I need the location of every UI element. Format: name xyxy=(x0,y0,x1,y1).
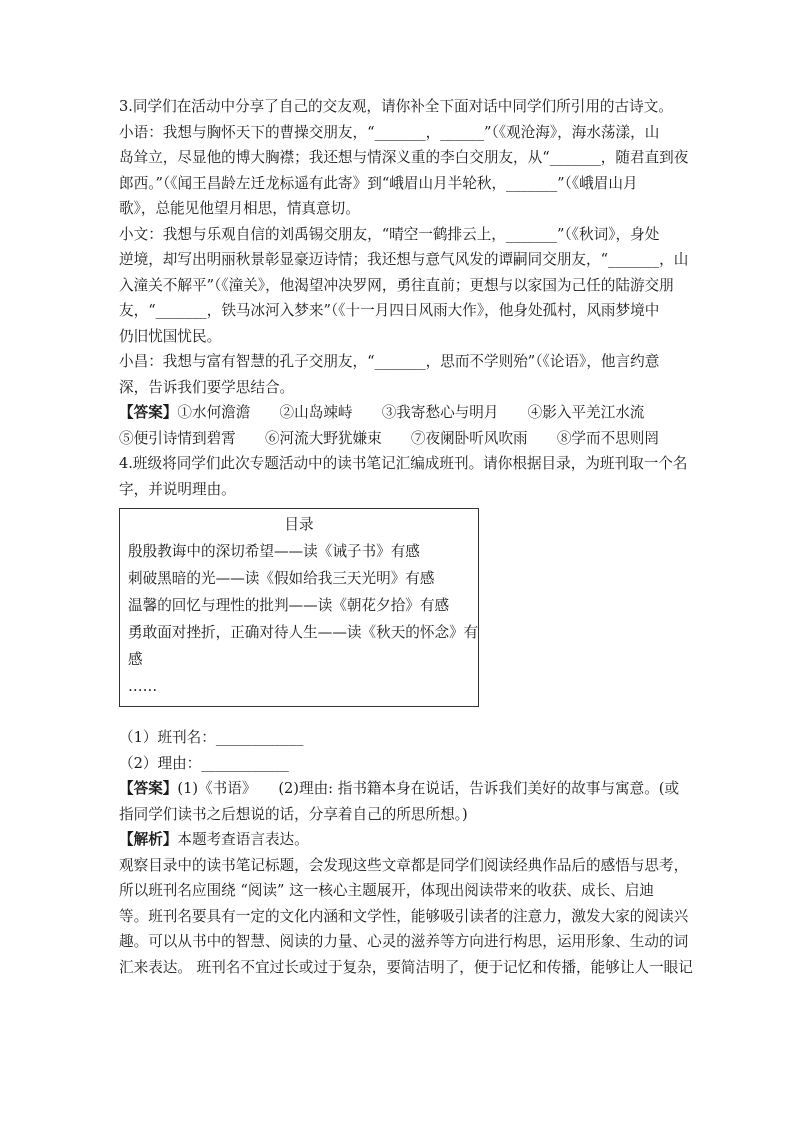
xiaochang-line: 深，告诉我们要学思结合。 xyxy=(119,378,295,396)
xiaowen-line: 友，“_______，铁马冰河入梦来”（《十一月四日风雨大作》，他身处孤村，风雨梦境中 xyxy=(119,302,660,319)
toc-item: 殷殷教诲中的深切希望——读《诫子书》有感 xyxy=(128,543,420,560)
analysis-line: 等。班刊名要具有一定的文化内涵和文学性，能够吸引读者的注意力，激发大家的阅读兴 xyxy=(119,907,689,925)
xiaochang-line: 小昌：我想与富有智慧的孔子交朋友，“_______，思而不学则殆”（《论语》，他言约意 xyxy=(119,353,660,370)
xiaoyu-line: 岛耸立，尽显他的博大胸襟；我还想与情深义重的李白交朋友，从“_______，随君直到夜 xyxy=(119,149,689,166)
answer-label: 【答案】 xyxy=(119,780,178,797)
toc-item: 感 xyxy=(128,651,143,668)
sub-question-1: （1）班刊名：____________ xyxy=(119,729,304,746)
q4-stem: 字，并说明理由。 xyxy=(119,480,236,498)
toc-item: 刺破黑暗的光——读《假如给我三天光明》有感 xyxy=(128,570,435,587)
answers-text: ①水何澹澹 ②山岛竦峙 ③我寄愁心与明月 ④影入平羌江水流 xyxy=(177,404,645,421)
xiaowen-line: 仍旧忧国忧民。 xyxy=(119,327,222,345)
analysis-line: 趣。可以从书中的智慧、阅读的力量、心灵的滋养等方向进行构思，运用形象、生动的词 xyxy=(119,933,689,950)
xiaoyu-line: 歌》，总能见他望月相思，情真意切。 xyxy=(119,200,360,217)
toc-item: 勇敢面对挫折，正确对待人生——读《秋天的怀念》有 xyxy=(128,624,479,641)
document-content xyxy=(119,94,693,980)
analysis-line: 所以班刊名应围绕 “阅读” 这一核心主题展开，体现出阅读带来的收获、成长、启迪 xyxy=(119,882,654,899)
answer-text: (1)《书语》 (2)理由: 指书籍本身在说话，告诉我们美好的故事与寓意。(或 xyxy=(177,780,680,797)
sub-question-2: （2）理由：____________ xyxy=(119,754,289,772)
analysis-head-line xyxy=(119,827,681,853)
xiaoyu-line: 郎西。”（《闻王昌龄左迁龙标遥有此寄》到“峨眉山月半轮秋，_______”（《峨眉山月 xyxy=(119,174,638,192)
analysis-line: 观察目录中的读书笔记标题，会发现这些文章都是同学们阅读经典作品后的感悟与思考， xyxy=(119,856,689,874)
toc-title: 目录 xyxy=(284,516,314,533)
q4-stem: 4.班级将同学们此次专题活动中的读书笔记汇编成班刊。请你根据目录，为班刊取一个名 xyxy=(119,455,688,472)
analysis-line: 汇来表达。 班刊名不宜过长或过于复杂，要简洁明了，便于记忆和传播，能够让人一眼记 xyxy=(119,958,693,976)
toc-item: …… xyxy=(128,678,158,695)
toc-item: 温馨的回忆与理性的批判——读《朝花夕拾》有感 xyxy=(128,597,450,614)
analysis-head: 本题考查语言表达。 xyxy=(177,831,309,848)
xiaowen-line: 入潼关不解平”（《潼关》，他渴望冲决罗网，勇往直前；更想与以家国为己任的陆游交朋 xyxy=(119,276,674,294)
q3-stem: 3.同学们在活动中分享了自己的交友观，请你补全下面对话中同学们所引用的古诗文。 xyxy=(119,98,673,115)
table-of-contents-box xyxy=(119,508,479,707)
q4-answer-line xyxy=(119,776,681,802)
spacer xyxy=(119,717,681,725)
q4-answer-line: 指同学们读书之后想说的话，分享着自己的所思所想。) xyxy=(119,805,468,823)
xiaowen-line: 逆境，却写出明丽秋景彰显豪迈诗情；我还想与意气风发的谭嗣同交朋友，“_______，山 xyxy=(119,251,689,268)
xiaowen-line: 小文：我想与乐观自信的刘禹锡交朋友，“晴空一鹤排云上，_______”（《秋词》，身处 xyxy=(119,225,660,243)
answer-label: 【答案】 xyxy=(119,404,178,421)
analysis-label: 【解析】 xyxy=(119,831,178,848)
q3-answer-line xyxy=(119,400,681,426)
q3-answer-line: ⑤便引诗情到碧霄 ⑥河流大野犹嫌束 ⑦夜阑卧听风吹雨 ⑧学而不思则罔 xyxy=(119,429,659,447)
xiaoyu-line: 小语：我想与胸怀天下的曹操交朋友，“_______，______”（《观沧海》，海水荡漾，山 xyxy=(119,123,660,141)
